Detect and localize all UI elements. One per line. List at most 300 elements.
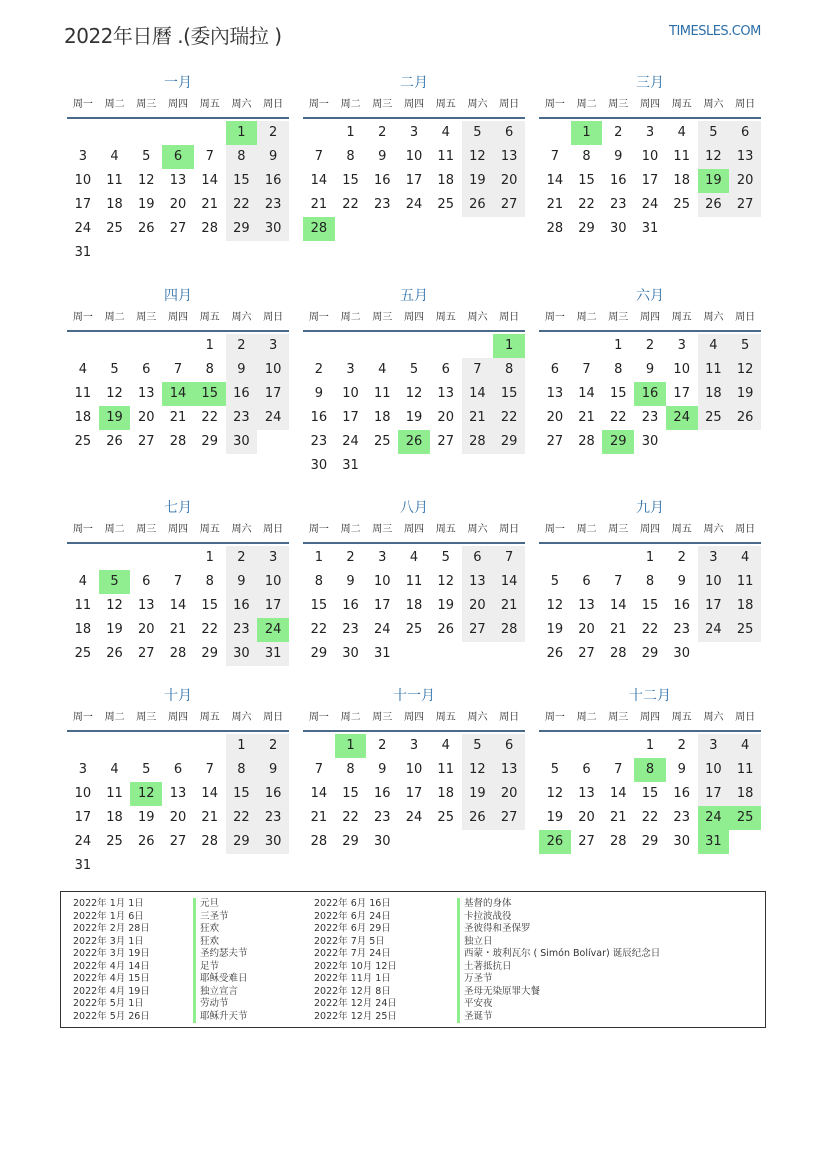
weekday-label: 周五: [671, 712, 692, 723]
day-cell: 23: [257, 806, 289, 830]
weekday-label: 周二: [340, 712, 361, 723]
weekday-label: 周三: [136, 712, 157, 723]
day-cell: 5: [462, 121, 494, 145]
day-cell: 5: [698, 121, 730, 145]
site-link[interactable]: TIMESLES.COM: [669, 24, 761, 39]
day-grid: [303, 546, 525, 666]
day-cell: 19: [546, 622, 564, 637]
weekday-label: 周四: [168, 99, 189, 110]
day-cell: 28: [610, 646, 627, 661]
empty-cell: [602, 734, 634, 758]
day-cell: 6: [582, 762, 591, 777]
day-cell: 23: [310, 434, 328, 449]
day-cell: 10: [257, 358, 289, 382]
day-cell: 21: [610, 622, 627, 637]
day-cell: 21: [201, 197, 218, 212]
day-cell: 10: [405, 149, 423, 164]
day-cell: 24: [257, 406, 289, 430]
day-cell: 5: [729, 334, 761, 358]
weekday-label: 周六: [703, 312, 724, 323]
day-cell: 8: [205, 574, 214, 589]
day-cell: 21: [310, 197, 328, 212]
day-cell: 23: [673, 622, 690, 637]
holiday-day-cell: 12: [130, 782, 162, 806]
month-name: 六月: [636, 288, 664, 304]
weekday-label: 周日: [263, 524, 284, 535]
month-name: 七月: [164, 500, 192, 516]
empty-cell: [99, 546, 131, 570]
holiday-day-cell: 6: [162, 145, 194, 169]
day-cell: 11: [437, 762, 454, 777]
day-cell: 21: [546, 197, 564, 212]
day-cell: 28: [546, 221, 564, 236]
day-cell: 13: [546, 386, 564, 401]
day-cell: 21: [169, 410, 187, 425]
day-cell: 9: [257, 145, 289, 169]
weekday-header: [539, 708, 761, 732]
weekday-header: [539, 95, 761, 119]
day-cell: 21: [169, 622, 187, 637]
day-cell: 22: [641, 622, 659, 637]
month-name: 四月: [164, 288, 192, 304]
day-cell: 11: [729, 758, 761, 782]
day-cell: 15: [641, 786, 659, 801]
day-cell: 11: [729, 570, 761, 594]
empty-cell: [303, 734, 335, 758]
weekday-label: 周四: [640, 99, 661, 110]
weekday-label: 周三: [372, 99, 393, 110]
empty-cell: [162, 121, 194, 145]
day-cell: 17: [257, 594, 289, 618]
day-cell: 18: [106, 810, 123, 825]
day-cell: 1: [314, 550, 323, 565]
day-cell: 20: [138, 622, 155, 637]
weekday-label: 周三: [136, 524, 157, 535]
day-cell: 29: [493, 430, 525, 454]
day-cell: 27: [437, 434, 454, 449]
weekday-label: 周二: [340, 312, 361, 323]
weekday-label: 周五: [199, 524, 220, 535]
day-cell: 15: [226, 782, 258, 806]
day-cell: 31: [257, 642, 289, 666]
month-name: 九月: [636, 500, 664, 516]
weekday-label: 周日: [735, 524, 756, 535]
day-cell: 23: [342, 622, 359, 637]
day-cell: 13: [578, 786, 595, 801]
day-cell: 1: [205, 550, 214, 565]
day-cell: 2: [614, 125, 623, 140]
weekday-label: 周三: [136, 312, 157, 323]
holiday-day-cell: 28: [303, 217, 335, 241]
day-cell: 19: [106, 622, 123, 637]
day-cell: 20: [138, 410, 155, 425]
holiday-name: 圣约瑟夫节: [193, 948, 248, 961]
day-cell: 22: [578, 197, 595, 212]
day-cell: 29: [310, 646, 328, 661]
empty-cell: [303, 334, 335, 358]
day-cell: 23: [610, 197, 627, 212]
day-cell: 4: [409, 550, 419, 565]
day-cell: 28: [578, 434, 595, 449]
day-cell: 3: [378, 550, 387, 565]
day-cell: 25: [74, 434, 92, 449]
day-cell: 13: [729, 145, 761, 169]
holiday-name: 足节: [193, 961, 248, 974]
weekday-label: 周二: [576, 312, 597, 323]
day-cell: 19: [462, 782, 494, 806]
month-name: 五月: [400, 288, 428, 304]
holiday-name: 耶稣升天节: [193, 1011, 248, 1024]
weekday-label: 周一: [72, 312, 93, 323]
empty-cell: [194, 121, 226, 145]
weekday-label: 周六: [467, 712, 488, 723]
day-cell: 4: [110, 149, 119, 164]
day-cell: 14: [610, 598, 627, 613]
day-cell: 12: [546, 598, 564, 613]
day-cell: 15: [226, 169, 258, 193]
day-cell: 16: [374, 173, 391, 188]
day-cell: 10: [405, 762, 423, 777]
weekday-label: 周四: [640, 524, 661, 535]
day-cell: 29: [342, 834, 359, 849]
day-cell: 17: [257, 382, 289, 406]
day-cell: 26: [698, 193, 730, 217]
day-cell: 16: [257, 782, 289, 806]
day-cell: 12: [698, 145, 730, 169]
month-block: [303, 71, 525, 241]
day-cell: 27: [493, 806, 525, 830]
empty-cell: [162, 734, 194, 758]
weekday-header: [303, 520, 525, 544]
day-cell: 2: [645, 338, 655, 353]
day-cell: 25: [437, 197, 454, 212]
holiday-day-cell: 1: [571, 121, 603, 145]
day-cell: 11: [74, 386, 92, 401]
holiday-name: 狂欢: [193, 936, 248, 949]
day-cell: 20: [729, 169, 761, 193]
day-cell: 19: [462, 169, 494, 193]
day-cell: 13: [138, 386, 155, 401]
day-cell: 7: [614, 762, 623, 777]
day-cell: 12: [729, 358, 761, 382]
empty-cell: [539, 121, 571, 145]
day-cell: 2: [378, 738, 387, 753]
holiday-day-cell: 1: [493, 334, 525, 358]
day-cell: 22: [310, 622, 328, 637]
day-cell: 9: [677, 762, 686, 777]
day-cell: 8: [226, 145, 258, 169]
day-cell: 24: [74, 221, 92, 236]
empty-cell: [130, 121, 162, 145]
day-cell: 28: [201, 221, 218, 236]
day-cell: 11: [74, 598, 92, 613]
day-cell: 17: [698, 782, 730, 806]
day-cell: 2: [257, 121, 289, 145]
day-cell: 17: [405, 786, 423, 801]
weekday-label: 周一: [308, 712, 329, 723]
day-cell: 14: [578, 386, 595, 401]
day-cell: 9: [378, 762, 387, 777]
holiday-day-cell: 26: [398, 430, 430, 454]
day-cell: 27: [138, 434, 155, 449]
weekday-header: [67, 520, 289, 544]
holiday-name: 圣彼得和圣保罗: [457, 923, 660, 936]
day-cell: 25: [106, 221, 123, 236]
weekday-label: 周三: [136, 99, 157, 110]
day-cell: 1: [226, 734, 258, 758]
day-cell: 23: [226, 406, 258, 430]
day-grid: [303, 334, 525, 478]
month-block: [67, 684, 289, 878]
day-cell: 2: [226, 546, 258, 570]
day-cell: 4: [441, 738, 450, 753]
day-cell: 9: [346, 574, 355, 589]
empty-cell: [539, 546, 571, 570]
day-cell: 12: [106, 598, 123, 613]
day-cell: 11: [405, 574, 423, 589]
weekday-label: 周一: [544, 99, 565, 110]
weekday-label: 周三: [608, 99, 629, 110]
holiday-date: 2022年 12月 24日: [314, 998, 397, 1009]
holiday-date: 2022年 4月 15日: [73, 973, 150, 984]
holiday-date: 2022年 6月 16日: [314, 898, 391, 909]
weekday-label: 周一: [308, 99, 329, 110]
day-cell: 15: [610, 386, 627, 401]
day-cell: 9: [314, 386, 323, 401]
holiday-day-cell: 19: [698, 169, 730, 193]
empty-cell: [571, 734, 603, 758]
holiday-date: 2022年 10月 12日: [314, 960, 397, 972]
day-cell: 26: [437, 622, 454, 637]
weekday-label: 周四: [168, 712, 189, 723]
weekday-label: 周四: [168, 524, 189, 535]
weekday-label: 周三: [372, 712, 393, 723]
day-cell: 27: [729, 193, 761, 217]
month-name: 八月: [400, 500, 428, 516]
weekday-label: 周日: [499, 99, 520, 110]
empty-cell: [194, 734, 226, 758]
day-cell: 22: [493, 406, 525, 430]
empty-cell: [539, 734, 571, 758]
weekday-label: 周六: [467, 312, 488, 323]
weekday-label: 周五: [435, 312, 456, 323]
holiday-day-cell: 25: [729, 806, 761, 830]
day-cell: 26: [462, 806, 494, 830]
day-cell: 30: [257, 217, 289, 241]
day-cell: 11: [673, 149, 690, 164]
day-cell: 31: [74, 858, 92, 873]
day-cell: 19: [405, 410, 423, 425]
day-cell: 7: [550, 149, 559, 164]
day-cell: 12: [462, 145, 494, 169]
empty-cell: [99, 334, 131, 358]
empty-cell: [571, 546, 603, 570]
day-cell: 25: [673, 197, 690, 212]
day-cell: 10: [74, 786, 92, 801]
holiday-date: 2022年 11月 1日: [314, 973, 391, 984]
day-cell: 3: [78, 762, 87, 777]
empty-cell: [99, 734, 131, 758]
day-cell: 7: [314, 149, 323, 164]
day-cell: 22: [201, 622, 218, 637]
day-cell: 2: [226, 334, 258, 358]
day-cell: 4: [677, 125, 686, 140]
empty-cell: [130, 734, 162, 758]
day-cell: 6: [582, 574, 591, 589]
day-cell: 9: [645, 362, 655, 377]
empty-cell: [67, 734, 99, 758]
day-cell: 19: [138, 810, 155, 825]
day-cell: 20: [169, 197, 187, 212]
day-cell: 27: [169, 221, 187, 236]
day-cell: 25: [698, 406, 730, 430]
day-grid: [303, 734, 525, 854]
day-cell: 18: [673, 173, 690, 188]
day-cell: 27: [493, 193, 525, 217]
month-block: [539, 71, 761, 241]
holiday-name: 万圣节: [457, 973, 660, 986]
weekday-label: 周四: [404, 99, 425, 110]
day-cell: 5: [142, 762, 151, 777]
day-cell: 22: [610, 410, 627, 425]
day-cell: 18: [374, 410, 391, 425]
day-cell: 17: [374, 598, 391, 613]
weekday-label: 周四: [404, 712, 425, 723]
day-cell: 24: [405, 197, 423, 212]
holiday-day-cell: 1: [226, 121, 258, 145]
day-cell: 4: [441, 125, 450, 140]
day-cell: 2: [677, 550, 686, 565]
empty-cell: [99, 121, 131, 145]
holiday-names-col-2: [457, 898, 660, 1023]
day-cell: 28: [610, 834, 627, 849]
holiday-date: 2022年 1月 6日: [73, 910, 144, 922]
day-cell: 9: [614, 149, 623, 164]
day-cell: 5: [110, 362, 119, 377]
day-cell: 13: [493, 758, 525, 782]
day-cell: 8: [226, 758, 258, 782]
day-cell: 24: [342, 434, 359, 449]
day-cell: 27: [578, 834, 595, 849]
holiday-name: 耶稣受难日: [193, 973, 248, 986]
weekday-label: 周一: [544, 312, 565, 323]
day-cell: 30: [374, 834, 391, 849]
empty-cell: [303, 121, 335, 145]
empty-cell: [430, 334, 462, 358]
day-cell: 1: [346, 125, 355, 140]
day-cell: 19: [546, 810, 564, 825]
day-cell: 4: [729, 546, 761, 570]
day-cell: 6: [441, 362, 450, 377]
day-cell: 14: [201, 173, 218, 188]
day-cell: 9: [378, 149, 387, 164]
day-cell: 13: [138, 598, 155, 613]
day-grid: [67, 546, 289, 666]
day-cell: 10: [74, 173, 92, 188]
day-cell: 6: [462, 546, 494, 570]
holiday-date: 2022年 7月 24日: [314, 948, 391, 959]
month-block: [539, 496, 761, 666]
weekday-label: 周日: [499, 524, 520, 535]
weekday-label: 周六: [467, 524, 488, 535]
day-cell: 26: [106, 434, 123, 449]
day-cell: 18: [729, 594, 761, 618]
day-cell: 30: [673, 834, 690, 849]
weekday-label: 周三: [372, 524, 393, 535]
weekday-label: 周二: [576, 99, 597, 110]
day-cell: 10: [698, 758, 730, 782]
day-cell: 16: [257, 169, 289, 193]
holiday-day-cell: 15: [194, 382, 226, 406]
holiday-name: 土著抵抗日: [457, 961, 660, 974]
day-cell: 22: [641, 810, 659, 825]
day-cell: 6: [142, 362, 151, 377]
day-cell: 12: [106, 386, 123, 401]
weekday-label: 周一: [544, 712, 565, 723]
month-name: 十月: [164, 688, 192, 704]
day-grid: [67, 121, 289, 265]
weekday-label: 周日: [499, 312, 520, 323]
day-cell: 12: [138, 173, 155, 188]
holiday-name: 卡拉波战役: [457, 911, 660, 924]
holiday-date: 2022年 5月 1日: [73, 998, 144, 1009]
day-cell: 7: [614, 574, 623, 589]
day-cell: 3: [645, 125, 655, 140]
weekday-header: [303, 308, 525, 332]
day-cell: 18: [698, 382, 730, 406]
empty-cell: [462, 334, 494, 358]
day-cell: 17: [698, 594, 730, 618]
holiday-name: 元旦: [193, 898, 248, 911]
holiday-day-cell: 19: [99, 406, 131, 430]
month-name: 二月: [400, 75, 428, 91]
day-cell: 9: [677, 574, 686, 589]
month-name: 三月: [636, 75, 664, 91]
holiday-dates-col-2: [314, 898, 397, 1023]
day-cell: 8: [314, 574, 323, 589]
day-cell: 6: [142, 574, 151, 589]
weekday-label: 周四: [168, 312, 189, 323]
day-cell: 14: [310, 173, 328, 188]
day-cell: 18: [729, 782, 761, 806]
page-title: 2022年日曆 .(委內瑞拉 ): [64, 24, 282, 48]
empty-cell: [67, 334, 99, 358]
day-cell: 20: [493, 169, 525, 193]
day-cell: 5: [409, 362, 419, 377]
day-cell: 21: [578, 410, 595, 425]
day-cell: 14: [462, 382, 494, 406]
day-cell: 22: [201, 410, 218, 425]
day-cell: 7: [173, 362, 183, 377]
weekday-label: 周四: [640, 712, 661, 723]
day-cell: 27: [546, 434, 564, 449]
day-grid: [539, 734, 761, 854]
day-cell: 19: [437, 598, 454, 613]
day-cell: 17: [342, 410, 359, 425]
weekday-label: 周三: [608, 312, 629, 323]
month-block: [303, 496, 525, 666]
day-cell: 30: [226, 642, 258, 666]
day-cell: 4: [729, 734, 761, 758]
day-cell: 30: [610, 221, 627, 236]
weekday-label: 周六: [231, 99, 252, 110]
weekday-label: 周日: [735, 712, 756, 723]
day-cell: 21: [462, 406, 494, 430]
day-cell: 24: [74, 834, 92, 849]
day-cell: 28: [310, 834, 328, 849]
holiday-day-cell: 8: [634, 758, 666, 782]
day-cell: 11: [698, 358, 730, 382]
